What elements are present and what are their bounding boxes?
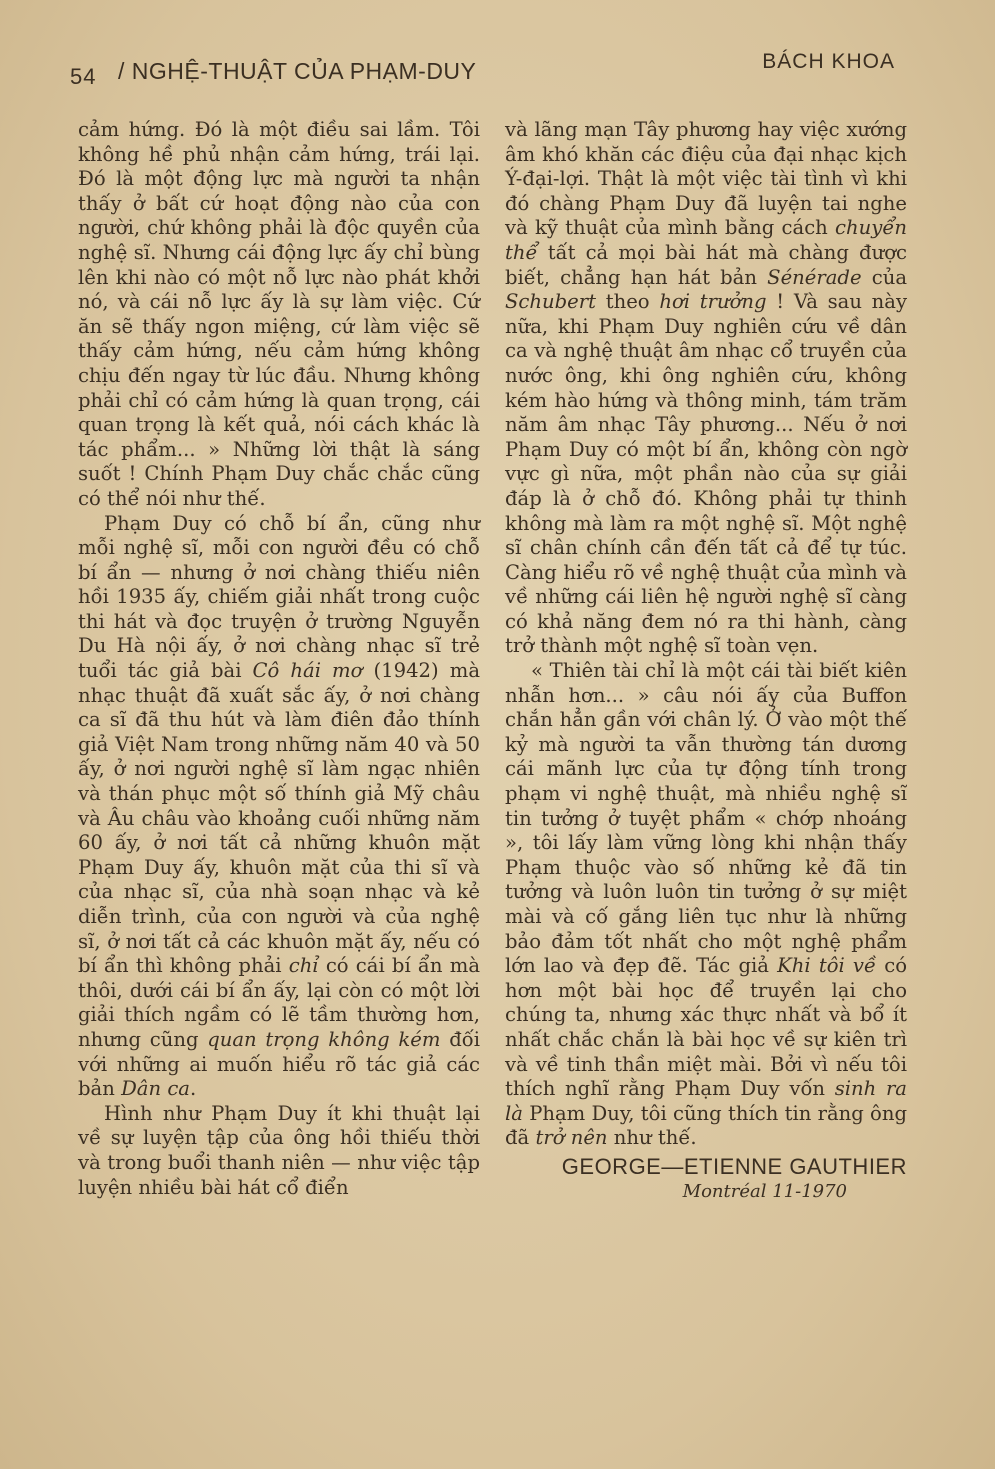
- page-header: [70, 50, 895, 90]
- running-title: / NGHỆ-THUẬT CỦA PHẠM-DUY: [118, 58, 477, 84]
- paragraph: cảm hứng. Đó là một điều sai lầm. Tôi không hề phủ nhận cảm hứng, trái lại. Đó là một động lực mà người ta nhận thấy ở bất cứ hoạt động nào của con người, chứ không phải là độc quyền của nghệ sĩ. Nhưng cái động lực ấy chỉ bùng lên khi nào có một nỗ lực nào phát khởi nó, và cái nỗ lực ấy là sự làm việc. Cứ ăn sẽ thấy ngon miệng, cứ làm việc sẽ thấy cảm hứng, nếu cảm hứng không chịu đến ngay từ lúc đầu. Nhưng không phải chỉ có cảm hứng là quan trọng, cái quan trọng là kết quả, nói cách khác là tác phẩm... » Những lời thật là sáng suốt ! Chính Phạm Duy chắc chắc cũng có thể nói như thế.: [78, 118, 480, 510]
- left-column: [78, 118, 480, 1200]
- paragraph: Phạm Duy có chỗ bí ẩn, cũng như mỗi nghệ sĩ, mỗi con người đều có chỗ bí ẩn — nhưng ở nơi chàng thiếu niên hồi 1935 ấy, chiếm giải nhất trong cuộc thi hát và đọc truyện ở trường Nguyễn Du Hà nội ấy, ở nơi chàng nhạc sĩ trẻ tuổi tác giả bài Cô hái mơ (1942) mà nhạc thuật đã xuất sắc ấy, ở nơi chàng ca sĩ đã thu hút và làm điên đảo thính giả Việt Nam trong những năm 40 và 50 ấy, ở nơi người nghệ sĩ làm ngạc nhiên và thán phục một số thính giả Mỹ châu và Âu châu vào khoảng cuối những năm 60 ấy, ở nơi tất cả những khuôn mặt Phạm Duy ấy, khuôn mặt của thi sĩ và của nhạc sĩ, của nhà soạn nhạc và kẻ diễn trình, của con người và của nghệ sĩ, ở nơi tất cả các khuôn mặt ấy, nếu có bí ẩn thì không phải chỉ có cái bí ẩn mà thôi, dưới cái bí ẩn ấy, lại còn có một lời giải thích ngầm có lẽ tầm thường hơn, nhưng cũng quan trọng không kém đối với những ai muốn hiểu rõ tác giả các bản Dân ca.: [78, 511, 481, 1101]
- paragraph: « Thiên tài chỉ là một cái tài biết kiên nhẫn hơn... » câu nói ấy của Buffon chắn hẳn gần với chân lý. Ở vào một thế kỷ mà người ta vẫn thường tán dương cái mãnh lực của tự động tính trong phạm vi nghệ thuật, mà nhiều nghệ sĩ tin tưởng ở tuyệt phẩm « chớp nhoáng », tôi lấy làm vững lòng khi nhận thấy Phạm thuộc vào số những kẻ đã tin tưởng và luôn luôn tin tưởng ở sự miệt mài và cố gắng liên tục như là những bảo đảm tốt nhất cho một nghệ phẩm lớn lao và đẹp đẽ. Tác giả Khi tôi về có hơn một bài học để truyền lại cho chúng ta, nhưng xác thực nhất và bổ ít nhất chắc chắn là bài học về sự kiên trì và về tinh thần miệt mài. Bởi vì nếu tôi thích nghĩ rằng Phạm Duy vốn sinh ra là Phạm Duy, tôi cũng thích tin rằng ông đã trở nên như thế.: [505, 659, 908, 1150]
- paragraph: và lãng mạn Tây phương hay việc xướng âm khó khăn các điệu của đại nhạc kịch Ý-đại-lợi. Thật là một việc tài tình vì khi đó chàng Phạm Duy đã luyện tai nghe và kỹ thuật của mình bằng cách chuyển thể tất cả mọi bài hát mà chàng được biết, chẳng hạn hát bản Sénérade của Schubert theo hơi trưởng ! Và sau này nữa, khi Phạm Duy nghiên cứu về dân ca và nghệ thuật âm nhạc cổ truyền của nước ông, khi ông nghiên cứu, không kém hào hứng và thông minh, tám trăm năm âm nhạc Tây phương... Nếu ở nơi Phạm Duy có một bí ẩn, không còn ngờ vực gì nữa, một phần nào của sự giải đáp là ở chỗ đó. Không phải tự thinh không mà làm ra một nghệ sĩ. Một nghệ sĩ chân chính cần đến tất cả để tự túc. Càng hiểu rõ về nghệ thuật của mình và về những cái liên hệ người nghệ sĩ càng có khả năng đem nó ra thi hành, càng trở thành một nghệ sĩ toàn vẹn.: [505, 118, 908, 658]
- paragraph: Hình như Phạm Duy ít khi thuật lại về sự luyện tập của ông hồi thiếu thời và trong buổi thanh niên — như việc tập luyện nhiều bài hát cổ điển: [78, 1101, 480, 1199]
- signature-date: Montréal 11-1970: [682, 1180, 847, 1202]
- journal-name: BÁCH KHOA: [762, 50, 895, 73]
- author-signature: GEORGE—ETIENNE GAUTHIER: [561, 1153, 907, 1179]
- right-column: [505, 118, 907, 1204]
- page-number: 54: [70, 64, 97, 89]
